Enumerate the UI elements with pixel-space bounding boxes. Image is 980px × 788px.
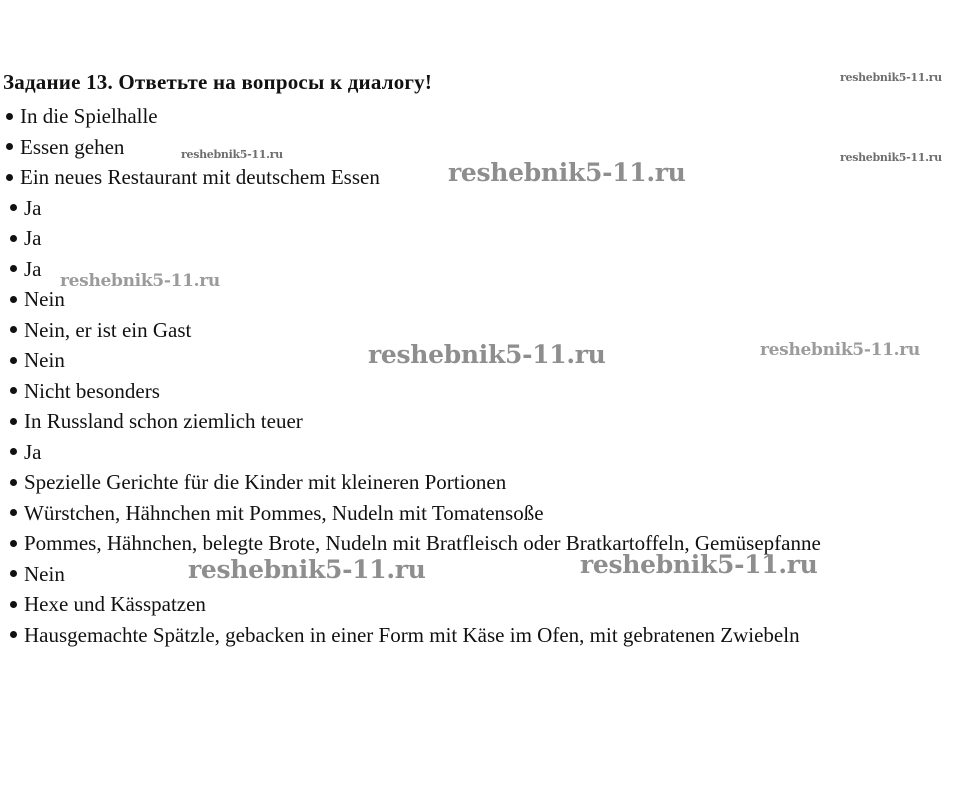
answer-text: Ja bbox=[24, 439, 42, 464]
answer-text: In die Spielhalle bbox=[20, 104, 158, 128]
answer-text: Nein, er ist ein Gast bbox=[24, 317, 192, 342]
answer-item bbox=[4, 223, 821, 254]
answer-text: Nein bbox=[24, 561, 65, 586]
bullet-icon bbox=[10, 540, 17, 547]
bullet-icon bbox=[10, 357, 17, 364]
answer-item bbox=[4, 498, 821, 529]
bullet-icon bbox=[10, 418, 17, 425]
bullet-icon bbox=[10, 509, 17, 516]
answer-text: Nein bbox=[24, 348, 65, 372]
watermark: reshebnik5-11.ru bbox=[448, 158, 686, 187]
watermark: reshebnik5-11.ru bbox=[60, 271, 220, 291]
answer-item bbox=[4, 620, 821, 651]
bullet-icon bbox=[10, 601, 17, 608]
answer-text: Ja bbox=[24, 226, 42, 250]
answer-text: Hexe und Kässpatzen bbox=[24, 592, 206, 616]
watermark: reshebnik5-11.ru bbox=[368, 340, 606, 369]
answer-text: Nicht besonders bbox=[24, 378, 160, 403]
watermark: reshebnik5-11.ru bbox=[840, 151, 942, 164]
answer-item bbox=[4, 437, 821, 468]
bullet-icon bbox=[10, 387, 17, 394]
answer-text: Essen gehen bbox=[20, 134, 125, 159]
answer-text: Würstchen, Hähnchen mit Pommes, Nudeln mit Tomatensoße bbox=[24, 500, 544, 525]
answer-item bbox=[4, 193, 821, 224]
answer-text: Nein bbox=[24, 287, 65, 311]
answer-item bbox=[4, 162, 821, 193]
answer-text: Hausgemachte Spätzle, gebacken in einer Form mit Käse im Ofen, mit gebratenen Zwiebeln bbox=[24, 622, 800, 647]
answer-item bbox=[4, 132, 821, 163]
answer-item bbox=[4, 101, 821, 132]
watermark: reshebnik5-11.ru bbox=[760, 340, 920, 360]
watermark: reshebnik5-11.ru bbox=[580, 550, 818, 579]
bullet-icon bbox=[10, 296, 17, 303]
bullet-icon bbox=[10, 479, 17, 486]
watermark: reshebnik5-11.ru bbox=[181, 148, 283, 161]
bullet-icon bbox=[6, 113, 13, 120]
bullet-icon bbox=[10, 326, 17, 333]
bullet-icon bbox=[10, 570, 17, 577]
answer-text: Ja bbox=[24, 195, 42, 220]
bullet-icon bbox=[10, 631, 17, 638]
watermark: reshebnik5-11.ru bbox=[840, 71, 942, 84]
answer-item bbox=[4, 467, 821, 498]
answer-text: In Russland schon ziemlich teuer bbox=[24, 409, 303, 433]
answer-text: Pommes, Hähnchen, belegte Brote, Nudeln mit Bratfleisch oder Bratkartoffeln, Gemüsepfanne bbox=[24, 531, 821, 555]
answer-text: Ja bbox=[24, 256, 42, 281]
bullet-icon bbox=[10, 265, 17, 272]
watermark: reshebnik5-11.ru bbox=[188, 555, 426, 584]
bullet-icon bbox=[10, 204, 17, 211]
answer-item bbox=[4, 376, 821, 407]
answer-item bbox=[4, 589, 821, 620]
answer-text: Spezielle Gerichte für die Kinder mit kleineren Portionen bbox=[24, 470, 507, 494]
bullet-icon bbox=[10, 448, 17, 455]
answer-item bbox=[4, 406, 821, 437]
bullet-icon bbox=[6, 143, 13, 150]
answer-text: Ein neues Restaurant mit deutschem Essen bbox=[20, 165, 380, 189]
task-heading: Задание 13. Ответьте на вопросы к диалогу! bbox=[3, 70, 433, 94]
bullet-icon bbox=[6, 174, 13, 181]
bullet-icon bbox=[10, 235, 17, 242]
